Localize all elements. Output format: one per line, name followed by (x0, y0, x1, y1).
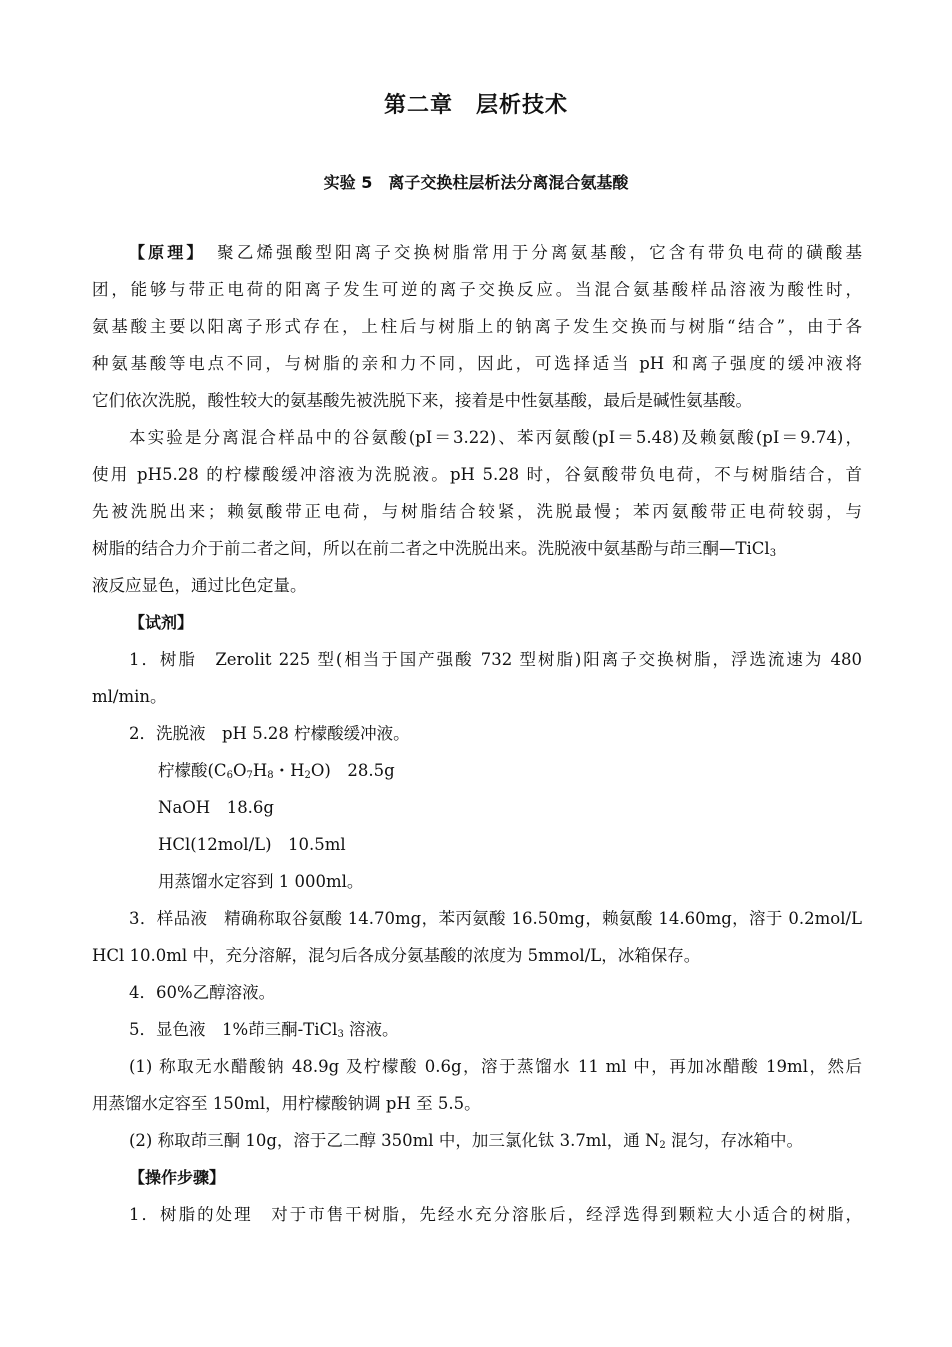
principle-line: 使用 pH5.28 的柠檬酸缓冲溶液为洗脱液。pH 5.28 时，谷氨酸带负电荷，不与树脂结合，首 (92, 465, 862, 484)
chapter-title: 第二章 层析技术 (383, 93, 568, 118)
principle-heading: 【原理】 (129, 243, 198, 262)
reagent-line: 1．树脂 Zerolit 225 型(相当于国产强酸 732 型树脂)阳离子交换树脂，浮选流速为 480 (129, 650, 862, 669)
principle-line: 氨基酸主要以阳离子形式存在，上柱后与树脂上的钠离子发生交换而与树脂“结合”，由于各 (92, 317, 862, 336)
procedure-heading-line (92, 1159, 862, 1196)
procedure-heading: 【操作步骤】 (129, 1168, 226, 1187)
principle-line: 本实验是分离混合样品中的谷氨酸(pI＝3.22)、苯丙氨酸(pI＝5.48)及赖氨酸(pI＝9.74)， (129, 428, 862, 447)
body-text (92, 234, 862, 1233)
reagent-line: ml/min。 (92, 687, 167, 706)
reagent-line: 2．洗脱液 pH 5.28 柠檬酸缓冲液。 (129, 724, 410, 743)
reagent-line: (2) 称取茚三酮 10g，溶于乙二醇 350ml 中，加三氯化钛 3.7ml，通 $N_2$ 混匀，存冰箱中。 (129, 1131, 804, 1151)
principle-line: 液反应显色，通过比色定量。 (92, 576, 307, 595)
principle-line: 【原理】 聚乙烯强酸型阳离子交换树脂常用于分离氨基酸，它含有带负电荷的磺酸基 (129, 243, 862, 262)
principle-line: 树脂的结合力介于前二者之间，所以在前二者之中洗脱出来。洗脱液中氨基酚与茚三酮—TiCl$_3$ (92, 539, 777, 559)
principle-line: 团，能够与带正电荷的阳离子发生可逆的离子交换反应。当混合氨基酸样品溶液为酸性时， (92, 280, 862, 299)
reagent-line: HCl(12mol/L) 10.5ml (158, 835, 346, 854)
reagent-line: (1) 称取无水醋酸钠 48.9g 及柠檬酸 0.6g，溶于蒸馏水 11 ml 中，再加冰醋酸 19ml，然后 (129, 1057, 862, 1076)
experiment-title: 实验 5 离子交换柱层析法分离混合氨基酸 (323, 173, 629, 192)
reagents-heading: 【试剂】 (129, 613, 194, 632)
principle-line: 种氨基酸等电点不同，与树脂的亲和力不同，因此，可选择适当 pH 和离子强度的缓冲液将 (92, 354, 862, 373)
principle-line: 它们依次洗脱，酸性较大的氨基酸先被洗脱下来，接着是中性氨基酸，最后是碱性氨基酸。 (92, 391, 752, 410)
reagent-line: 3．样品液 精确称取谷氨酸 14.70mg，苯丙氨酸 16.50mg，赖氨酸 14.60mg，溶于 0.2mol/L (129, 909, 862, 928)
reagent-line: NaOH 18.6g (158, 798, 274, 817)
reagent-line: 用蒸馏水定容到 1 000ml。 (158, 872, 364, 891)
principle-line: 先被洗脱出来；赖氨酸带正电荷，与树脂结合较紧，洗脱最慢；苯丙氨酸带正电荷较弱，与 (92, 502, 862, 521)
reagent-line: 5．显色液 1%茚三酮-TiCl$_3$ 溶液。 (129, 1020, 399, 1040)
reagent-line: 柠檬酸($C_6O_7H_8$・$H_2O$) 28.5g (158, 761, 395, 781)
reagent-line: HCl 10.0ml 中，充分溶解，混匀后各成分氨基酸的浓度为 5mmol/L，冰箱保存。 (92, 946, 701, 965)
reagent-line: 用蒸馏水定容至 150ml，用柠檬酸钠调 pH 至 5.5。 (92, 1094, 481, 1113)
procedure-line: 1．树脂的处理 对于市售干树脂，先经水充分溶胀后，经浮选得到颗粒大小适合的树脂， (129, 1205, 862, 1224)
reagents-heading-line (92, 604, 862, 641)
reagent-line: 4．60%乙醇溶液。 (129, 983, 276, 1002)
